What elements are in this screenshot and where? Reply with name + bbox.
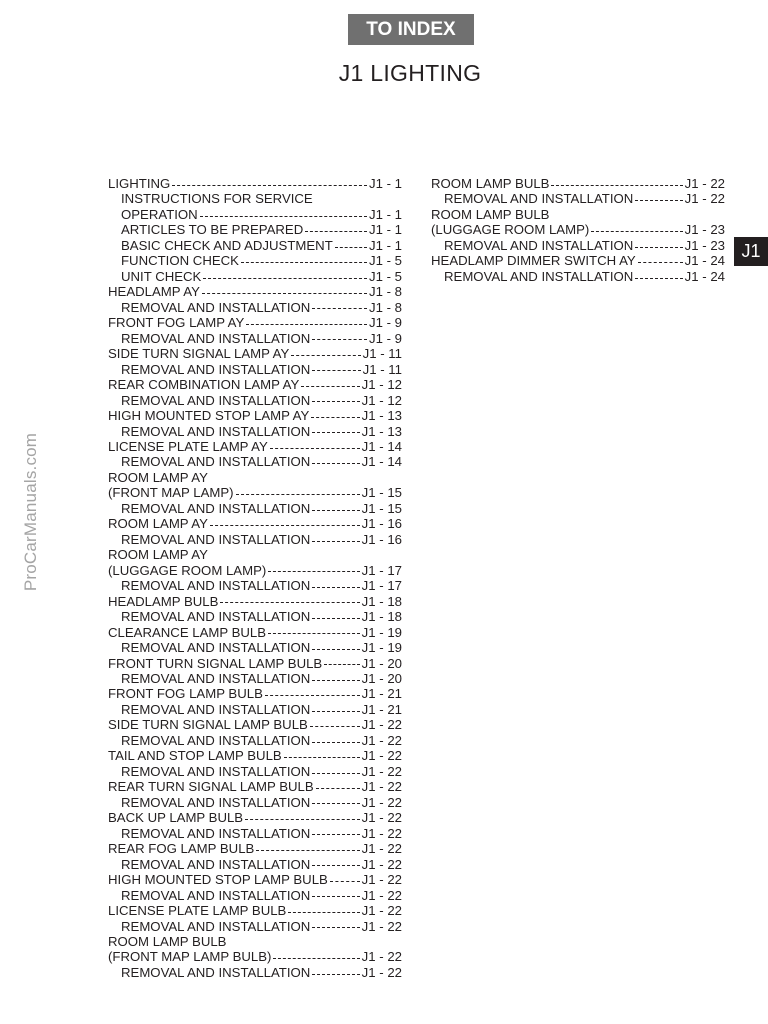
toc-entry-title: REMOVAL AND INSTALLATION bbox=[121, 299, 311, 315]
toc-dot-leader bbox=[312, 679, 359, 681]
toc-page-ref[interactable]: J1 - 8 bbox=[369, 299, 402, 315]
toc-entry[interactable] bbox=[431, 176, 725, 191]
toc-entry[interactable] bbox=[108, 919, 402, 934]
toc-page-ref[interactable]: J1 - 16 bbox=[361, 531, 402, 547]
toc-entry[interactable] bbox=[108, 501, 402, 516]
toc-dot-leader bbox=[635, 199, 682, 201]
toc-page-ref[interactable]: J1 - 22 bbox=[361, 918, 402, 934]
toc-entry-title: ROOM LAMP BULB bbox=[108, 933, 227, 949]
toc-entry bbox=[431, 207, 725, 222]
toc-entry-title: REMOVAL AND INSTALLATION bbox=[121, 423, 311, 439]
toc-page-ref[interactable]: J1 - 1 bbox=[369, 176, 402, 191]
toc-entry[interactable] bbox=[431, 269, 725, 284]
toc-entry[interactable] bbox=[108, 238, 402, 253]
toc-dot-leader bbox=[172, 184, 367, 186]
toc-entry-title: BASIC CHECK AND ADJUSTMENT bbox=[121, 237, 333, 253]
toc-entry-title: REMOVAL AND INSTALLATION bbox=[121, 794, 311, 810]
toc-entry bbox=[108, 547, 402, 562]
toc-entry-title: REMOVAL AND INSTALLATION bbox=[444, 237, 634, 253]
toc-page-ref[interactable]: J1 - 19 bbox=[361, 624, 402, 640]
toc-dot-leader bbox=[312, 710, 359, 712]
toc-entry-title: ROOM LAMP AY bbox=[108, 547, 208, 563]
toc-entry[interactable] bbox=[108, 253, 402, 268]
toc-dot-leader bbox=[200, 215, 367, 217]
toc-dot-leader bbox=[312, 462, 359, 464]
toc-entry-title: (LUGGAGE ROOM LAMP) bbox=[108, 562, 267, 578]
toc-dot-leader bbox=[312, 648, 359, 650]
toc-dot-leader bbox=[312, 338, 367, 340]
toc-entry-title: LIGHTING bbox=[108, 176, 171, 191]
toc-entry[interactable] bbox=[108, 686, 402, 701]
toc-entry-title: BACK UP LAMP BULB bbox=[108, 810, 244, 826]
toc-column-left bbox=[108, 176, 402, 980]
toc-dot-leader bbox=[310, 725, 360, 727]
toc-dot-leader bbox=[312, 540, 359, 542]
toc-page-ref[interactable]: J1 - 5 bbox=[369, 268, 402, 284]
toc-entry[interactable] bbox=[108, 717, 402, 732]
toc-entry[interactable] bbox=[431, 191, 725, 206]
toc-entry[interactable] bbox=[108, 362, 402, 377]
toc-entry-title: FRONT FOG LAMP BULB bbox=[108, 686, 263, 702]
toc-dot-leader bbox=[312, 617, 359, 619]
toc-entry-title: OPERATION bbox=[121, 206, 198, 222]
toc-entry[interactable] bbox=[108, 393, 402, 408]
page-title: J1 LIGHTING bbox=[338, 60, 482, 86]
toc-dot-leader bbox=[284, 756, 360, 758]
toc-dot-leader bbox=[312, 802, 359, 804]
toc-dot-leader bbox=[635, 246, 682, 248]
toc-page-ref[interactable]: J1 - 13 bbox=[361, 423, 402, 439]
toc-entry-title: (FRONT MAP LAMP BULB) bbox=[108, 949, 272, 965]
toc-entry-title: REMOVAL AND INSTALLATION bbox=[121, 856, 311, 872]
toc-entry-title: HEADLAMP BULB bbox=[108, 593, 219, 609]
toc-entry[interactable] bbox=[108, 733, 402, 748]
toc-entry[interactable] bbox=[108, 625, 402, 640]
toc-entry-title: UNIT CHECK bbox=[121, 268, 202, 284]
toc-page-ref[interactable]: J1 - 22 bbox=[361, 794, 402, 810]
toc-entry-title: ROOM LAMP BULB bbox=[431, 206, 550, 222]
toc-entry[interactable] bbox=[108, 594, 402, 609]
toc-entry-title: FUNCTION CHECK bbox=[121, 253, 239, 269]
toc-dot-leader bbox=[291, 354, 360, 356]
toc-page-ref[interactable]: J1 - 1 bbox=[369, 237, 402, 253]
toc-entry-title: HIGH MOUNTED STOP LAMP AY bbox=[108, 408, 310, 424]
toc-entry[interactable] bbox=[108, 578, 402, 593]
toc-entry[interactable] bbox=[108, 965, 402, 980]
toc-column-right bbox=[431, 176, 725, 284]
toc-dot-leader bbox=[256, 849, 359, 851]
to-index-button[interactable]: TO INDEX bbox=[348, 14, 474, 45]
toc-page-ref[interactable]: J1 - 22 bbox=[361, 903, 402, 919]
toc-page-ref[interactable]: J1 - 1 bbox=[369, 206, 402, 222]
toc-page-ref[interactable]: J1 - 9 bbox=[369, 330, 402, 346]
toc-entry[interactable] bbox=[108, 949, 402, 964]
toc-entry[interactable] bbox=[108, 563, 402, 578]
toc-dot-leader bbox=[273, 957, 359, 959]
toc-dot-leader bbox=[312, 400, 359, 402]
toc-dot-leader bbox=[203, 277, 367, 279]
toc-page-ref[interactable]: J1 - 13 bbox=[361, 408, 402, 424]
toc-entry[interactable] bbox=[108, 841, 402, 856]
toc-entry[interactable] bbox=[108, 640, 402, 655]
toc-entry-title: FRONT FOG LAMP AY bbox=[108, 315, 245, 331]
toc-dot-leader bbox=[312, 307, 367, 309]
toc-entry-title: ROOM LAMP AY bbox=[108, 469, 208, 485]
toc-entry-title: REMOVAL AND INSTALLATION bbox=[121, 763, 311, 779]
toc-dot-leader bbox=[288, 911, 359, 913]
toc-page-ref[interactable]: J1 - 15 bbox=[361, 485, 402, 501]
toc-dot-leader bbox=[220, 601, 359, 603]
toc-entry-title: HIGH MOUNTED STOP LAMP BULB bbox=[108, 872, 328, 888]
toc-page-ref[interactable]: J1 - 22 bbox=[361, 810, 402, 826]
toc-entry[interactable] bbox=[108, 888, 402, 903]
toc-entry[interactable] bbox=[108, 748, 402, 763]
toc-page-ref[interactable]: J1 - 22 bbox=[684, 176, 725, 191]
toc-dot-leader bbox=[301, 385, 359, 387]
toc-dot-leader bbox=[551, 184, 682, 186]
toc-entry-title: REMOVAL AND INSTALLATION bbox=[121, 578, 311, 594]
toc-page-ref[interactable]: J1 - 22 bbox=[361, 964, 402, 980]
toc-entry-title: REMOVAL AND INSTALLATION bbox=[121, 701, 311, 717]
toc-page-ref[interactable]: J1 - 14 bbox=[361, 454, 402, 470]
toc-entry-title: SIDE TURN SIGNAL LAMP AY bbox=[108, 346, 290, 362]
toc-entry[interactable] bbox=[108, 485, 402, 500]
toc-page-ref[interactable]: J1 - 20 bbox=[361, 655, 402, 671]
toc-page-ref[interactable]: J1 - 23 bbox=[684, 222, 725, 238]
toc-page-ref[interactable]: J1 - 23 bbox=[684, 237, 725, 253]
toc-entry[interactable] bbox=[431, 238, 725, 253]
toc-dot-leader bbox=[324, 663, 359, 665]
section-tab: J1 bbox=[734, 237, 768, 266]
toc-page-ref[interactable]: J1 - 18 bbox=[361, 609, 402, 625]
toc-dot-leader bbox=[312, 864, 359, 866]
toc-page-ref[interactable]: J1 - 20 bbox=[361, 671, 402, 686]
toc-entry[interactable] bbox=[108, 795, 402, 810]
toc-entry-title: REMOVAL AND INSTALLATION bbox=[444, 191, 634, 207]
toc-entry[interactable] bbox=[108, 346, 402, 361]
toc-dot-leader bbox=[202, 292, 367, 294]
toc-entry-title: REMOVAL AND INSTALLATION bbox=[121, 392, 311, 408]
toc-entry-title: TAIL AND STOP LAMP BULB bbox=[108, 748, 282, 764]
toc-entry[interactable] bbox=[108, 516, 402, 531]
toc-entry-title: ARTICLES TO BE PREPARED bbox=[121, 222, 304, 238]
toc-entry-title: REMOVAL AND INSTALLATION bbox=[121, 732, 311, 748]
toc-entry-title: REMOVAL AND INSTALLATION bbox=[121, 454, 311, 470]
toc-page-ref[interactable]: J1 - 22 bbox=[361, 748, 402, 764]
toc-entry-title: REMOVAL AND INSTALLATION bbox=[121, 918, 311, 934]
toc-page-ref[interactable]: J1 - 9 bbox=[369, 315, 402, 331]
toc-dot-leader bbox=[270, 447, 360, 449]
toc-dot-leader bbox=[236, 493, 360, 495]
toc-dot-leader bbox=[638, 261, 683, 263]
toc-page-ref[interactable]: J1 - 5 bbox=[369, 253, 402, 269]
toc-dot-leader bbox=[312, 926, 359, 928]
toc-entry[interactable] bbox=[108, 269, 402, 284]
toc-entry[interactable] bbox=[108, 222, 402, 237]
toc-entry[interactable] bbox=[108, 315, 402, 330]
toc-entry-title: REMOVAL AND INSTALLATION bbox=[121, 330, 311, 346]
toc-page-ref[interactable]: J1 - 19 bbox=[361, 640, 402, 656]
toc-entry-title: REMOVAL AND INSTALLATION bbox=[121, 671, 311, 686]
toc-page-ref[interactable]: J1 - 22 bbox=[361, 717, 402, 733]
toc-dot-leader bbox=[316, 787, 360, 789]
toc-page-ref[interactable]: J1 - 22 bbox=[361, 856, 402, 872]
toc-entry-title: REMOVAL AND INSTALLATION bbox=[121, 361, 311, 377]
toc-dot-leader bbox=[312, 509, 359, 511]
toc-dot-leader bbox=[241, 261, 367, 263]
toc-entry-title: LICENSE PLATE LAMP BULB bbox=[108, 903, 287, 919]
toc-entry-title: (FRONT MAP LAMP) bbox=[108, 485, 234, 501]
toc-page-ref[interactable]: J1 - 8 bbox=[369, 284, 402, 300]
toc-page-ref[interactable]: J1 - 12 bbox=[361, 377, 402, 393]
toc-page-ref[interactable]: J1 - 24 bbox=[684, 253, 725, 269]
toc-page-ref[interactable]: J1 - 21 bbox=[361, 686, 402, 702]
toc-entry bbox=[108, 934, 402, 949]
toc-entry[interactable] bbox=[108, 454, 402, 469]
toc-dot-leader bbox=[335, 246, 367, 248]
toc-page-ref[interactable]: J1 - 14 bbox=[361, 438, 402, 454]
toc-entry[interactable] bbox=[108, 702, 402, 717]
toc-entry-title: REMOVAL AND INSTALLATION bbox=[121, 887, 311, 903]
toc-page-ref[interactable]: J1 - 11 bbox=[362, 361, 402, 377]
toc-dot-leader bbox=[312, 973, 359, 975]
toc-dot-leader bbox=[591, 230, 682, 232]
toc-entry[interactable] bbox=[108, 439, 402, 454]
toc-entry-title: LICENSE PLATE LAMP AY bbox=[108, 438, 268, 454]
toc-entry-title: ROOM LAMP BULB bbox=[431, 176, 550, 191]
toc-page-ref[interactable]: J1 - 11 bbox=[362, 346, 402, 362]
toc-dot-leader bbox=[312, 833, 359, 835]
toc-entry[interactable] bbox=[108, 377, 402, 392]
toc-entry-title: REMOVAL AND INSTALLATION bbox=[121, 640, 311, 656]
toc-dot-leader bbox=[635, 277, 682, 279]
toc-page-ref[interactable]: J1 - 22 bbox=[361, 825, 402, 841]
toc-entry-title: REAR COMBINATION LAMP AY bbox=[108, 377, 300, 393]
toc-entry-title: REMOVAL AND INSTALLATION bbox=[121, 825, 311, 841]
toc-dot-leader bbox=[312, 586, 359, 588]
toc-page-ref[interactable]: J1 - 24 bbox=[684, 268, 725, 284]
toc-dot-leader bbox=[312, 741, 359, 743]
toc-entry[interactable] bbox=[431, 253, 725, 268]
toc-page-ref[interactable]: J1 - 22 bbox=[684, 191, 725, 207]
toc-page-ref[interactable]: J1 - 18 bbox=[361, 593, 402, 609]
toc-entry bbox=[108, 191, 402, 206]
toc-entry-title: ROOM LAMP AY bbox=[108, 516, 208, 532]
toc-page-ref[interactable]: J1 - 22 bbox=[361, 763, 402, 779]
toc-page-ref[interactable]: J1 - 16 bbox=[361, 516, 402, 532]
toc-page-ref[interactable]: J1 - 15 bbox=[361, 500, 402, 516]
toc-entry-title: REMOVAL AND INSTALLATION bbox=[121, 609, 311, 625]
toc-entry-title: HEADLAMP AY bbox=[108, 284, 200, 300]
toc-dot-leader bbox=[311, 416, 359, 418]
toc-dot-leader bbox=[265, 694, 360, 696]
toc-dot-leader bbox=[312, 431, 359, 433]
toc-entry-title: INSTRUCTIONS FOR SERVICE bbox=[121, 191, 313, 207]
toc-page-ref[interactable]: J1 - 22 bbox=[361, 887, 402, 903]
toc-entry-title: FRONT TURN SIGNAL LAMP BULB bbox=[108, 655, 323, 671]
toc-entry[interactable] bbox=[108, 779, 402, 794]
toc-entry-title: HEADLAMP DIMMER SWITCH AY bbox=[431, 253, 636, 269]
toc-entry[interactable] bbox=[108, 424, 402, 439]
toc-dot-leader bbox=[312, 895, 359, 897]
toc-page-ref[interactable]: J1 - 22 bbox=[361, 779, 402, 795]
toc-dot-leader bbox=[305, 230, 367, 232]
toc-entry bbox=[108, 470, 402, 485]
toc-entry-title: (LUGGAGE ROOM LAMP) bbox=[431, 222, 590, 238]
toc-entry[interactable] bbox=[108, 532, 402, 547]
toc-entry[interactable] bbox=[108, 609, 402, 624]
toc-dot-leader bbox=[312, 772, 359, 774]
toc-dot-leader bbox=[312, 369, 360, 371]
toc-entry-title: REAR FOG LAMP BULB bbox=[108, 841, 255, 857]
toc-dot-leader bbox=[245, 818, 360, 820]
toc-entry-title: CLEARANCE LAMP BULB bbox=[108, 624, 267, 640]
toc-entry[interactable] bbox=[108, 331, 402, 346]
toc-entry[interactable] bbox=[108, 872, 402, 887]
toc-entry[interactable] bbox=[108, 671, 402, 686]
toc-dot-leader bbox=[330, 880, 360, 882]
toc-entry-title: REMOVAL AND INSTALLATION bbox=[444, 268, 634, 284]
toc-page-ref[interactable]: J1 - 21 bbox=[361, 701, 402, 717]
toc-entry[interactable] bbox=[108, 903, 402, 918]
toc-entry-title: REAR TURN SIGNAL LAMP BULB bbox=[108, 779, 314, 795]
toc-entry[interactable] bbox=[108, 284, 402, 299]
toc-entry[interactable] bbox=[108, 857, 402, 872]
toc-entry-title: REMOVAL AND INSTALLATION bbox=[121, 531, 311, 547]
toc-page-ref[interactable]: J1 - 17 bbox=[361, 578, 402, 594]
toc-entry[interactable] bbox=[108, 656, 402, 671]
toc-page-ref[interactable]: J1 - 22 bbox=[361, 949, 402, 965]
toc-page-ref[interactable]: J1 - 1 bbox=[369, 222, 402, 238]
toc-entry-title: REMOVAL AND INSTALLATION bbox=[121, 500, 311, 516]
watermark: ProCarManuals.com bbox=[21, 432, 40, 592]
toc-page-ref[interactable]: J1 - 12 bbox=[361, 392, 402, 408]
toc-entry[interactable] bbox=[108, 176, 402, 191]
toc-entry[interactable] bbox=[108, 764, 402, 779]
toc-entry-title: REMOVAL AND INSTALLATION bbox=[121, 964, 311, 980]
toc-entry[interactable] bbox=[108, 408, 402, 423]
toc-dot-leader bbox=[210, 524, 360, 526]
toc-entry[interactable] bbox=[108, 826, 402, 841]
toc-dot-leader bbox=[246, 323, 367, 325]
toc-dot-leader bbox=[268, 632, 360, 634]
toc-page-ref[interactable]: J1 - 17 bbox=[361, 562, 402, 578]
toc-dot-leader bbox=[268, 570, 359, 572]
toc-entry-title: SIDE TURN SIGNAL LAMP BULB bbox=[108, 717, 308, 733]
toc-entry[interactable] bbox=[108, 300, 402, 315]
toc-entry[interactable] bbox=[431, 222, 725, 237]
toc-page-ref[interactable]: J1 - 22 bbox=[361, 732, 402, 748]
toc-page-ref[interactable]: J1 - 22 bbox=[361, 841, 402, 857]
toc-page-ref[interactable]: J1 - 22 bbox=[361, 872, 402, 888]
toc-entry[interactable] bbox=[108, 810, 402, 825]
toc-entry[interactable] bbox=[108, 207, 402, 222]
